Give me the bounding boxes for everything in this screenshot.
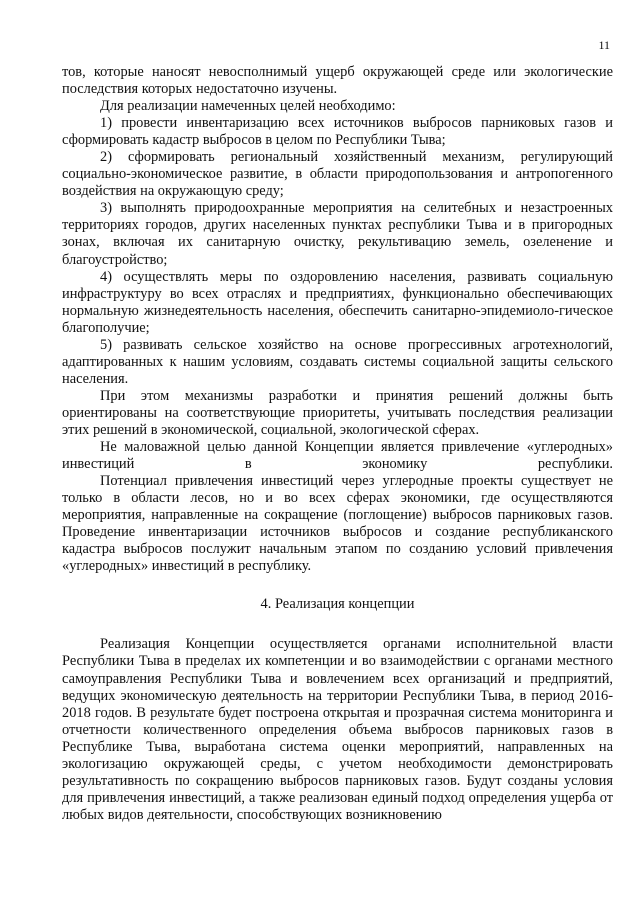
list-item: 3) выполнять природоохранные мероприятия на селитебных и незастроенных территориях городов, других населенных пунктах республики Тыва и в пригородных зонах, включая их санитарную очистку, рекультивацию земель, озеленение и благоустройство; — [62, 200, 613, 268]
page-number: 11 — [598, 38, 610, 52]
section-heading: 4. Реализация концепции — [260, 596, 415, 613]
paragraph: При этом механизмы разработки и принятия решений должны быть ориентированы на соответствующие приоритеты, учитывать последствия реализации этих решений в экономической, социальной, экологической сферах. — [62, 387, 613, 438]
list-item: 1) провести инвентаризацию всех источников выбросов парниковых газов и сформировать кадастр выбросов в целом по Республики Тыва; — [62, 115, 613, 149]
list-item: 5) развивать сельское хозяйство на основе прогрессивных агротехнологий, адаптированных к нашим условиям, создавать системы социальной защиты сельского населения. — [62, 336, 613, 387]
paragraph: Потенциал привлечения инвестиций через углеродные проекты существует не только в области лесов, но и во всех сферах экономики, где осуществляются мероприятия, направленные на сокращение (поглощение) выбросов парниковых газов. Проведение инвентаризации источников выбросов и создание республиканского кадастра выбросов послужит начальным этапом по созданию условий привлечения «углеродных» инвестиций в республику. — [62, 473, 613, 575]
document-body — [62, 64, 613, 824]
list-item: 4) осуществлять меры по оздоровлению населения, развивать социальную инфраструктуру во всех отраслях и предприятиях, функционально обеспечивающих нормальную жизнедеятельность населения, обеспечить санитарно-эпидемиоло-гическое благополучие; — [62, 268, 613, 336]
paragraph: Не маловажной целью данной Концепции является привлечение «углеродных» инвестиций в экономику республики. — [62, 439, 613, 473]
paragraph: Для реализации намеченных целей необходимо: — [100, 98, 396, 115]
list-item: 2) сформировать региональный хозяйственный механизм, регулирующий социально-экономическое развитие, в области природопользования и антропогенного воздействия на окружающую среду; — [62, 149, 613, 200]
paragraph: тов, которые наносят невосполнимый ущерб окружающей среде или экологические последствия которых недостаточно изучены. — [62, 64, 613, 98]
paragraph: Реализация Концепции осуществляется органами исполнительной власти Республики Тыва в пределах их компетенции и во взаимодействии с органами местного самоуправления Республики Тыва и вовлечением всех организаций и предприятий, ведущих экономическую деятельность на территории Республики Тыва, в период 2016-2018 годов. В результате будет построена открытая и прозрачная система мониторинга и отчетности количественного определения объема выбросов парниковых газов в Республике Тыва, выработана система оценки мероприятий, направленных на экологизацию окружающей среды, с учетом необходимости демонстрировать результативность по сокращению выбросов парниковых газов. Будут созданы условия для привлечения инвестиций, а также реализован единый подход определения ущерба от любых видов деятельности, способствующих возникновению — [62, 636, 613, 823]
